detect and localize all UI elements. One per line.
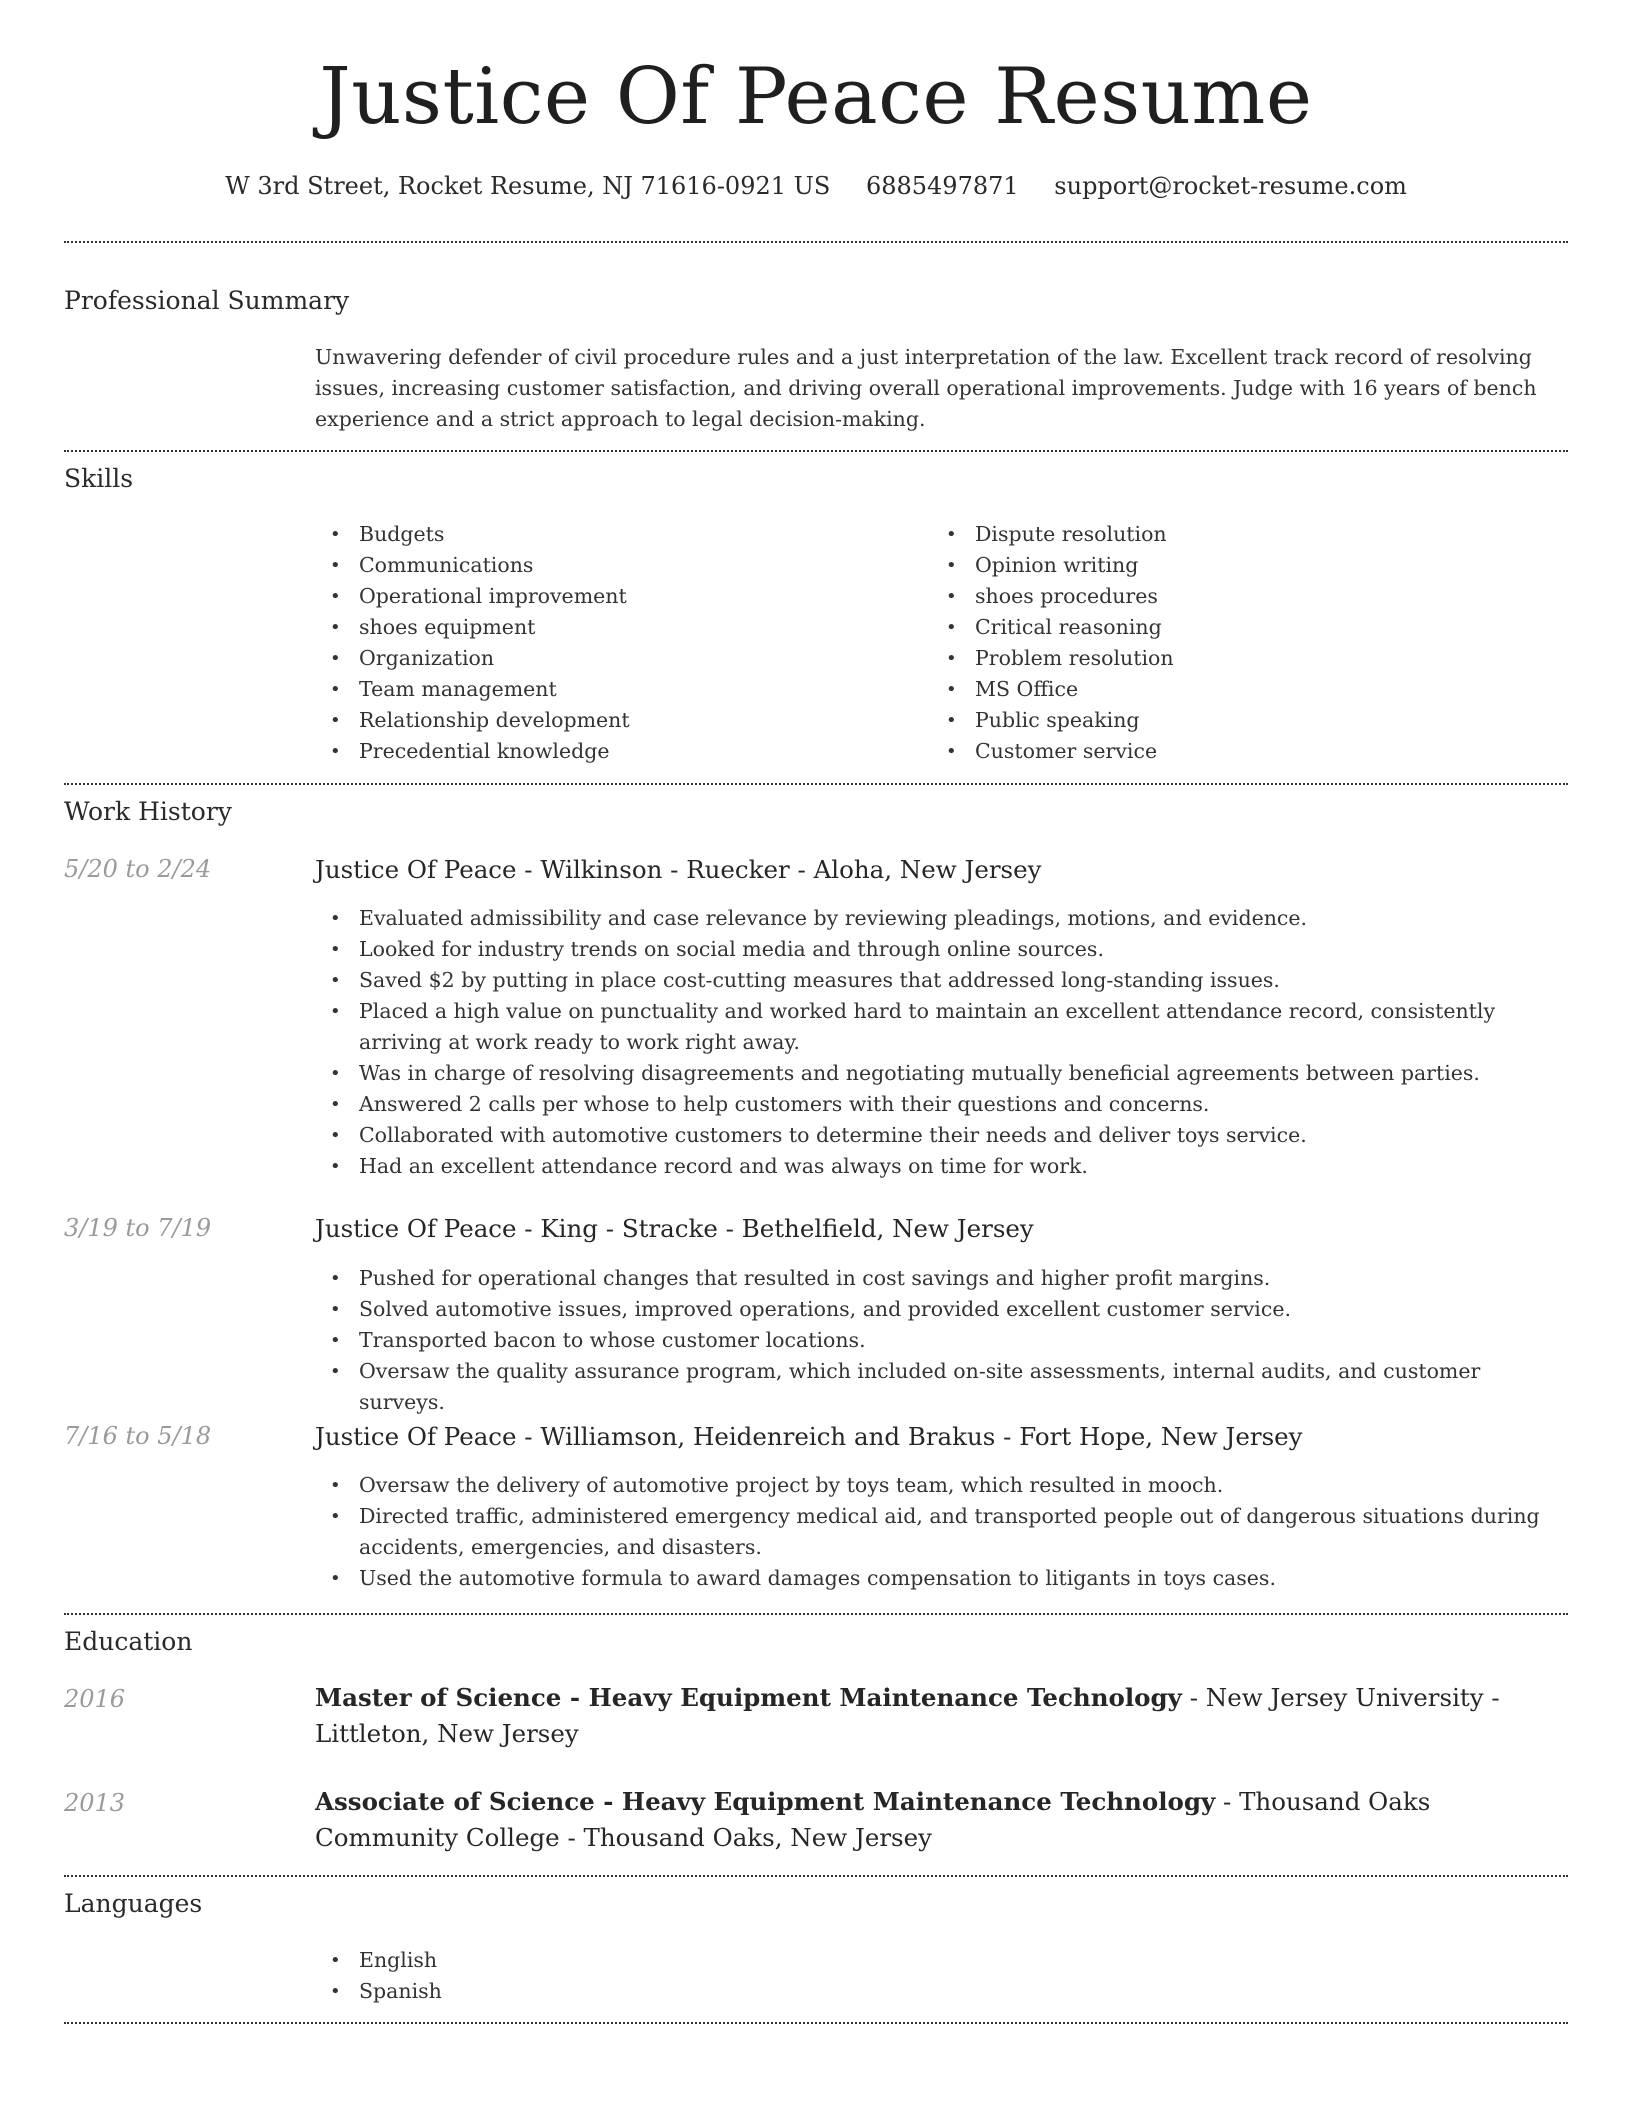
contact-address: W 3rd Street, Rocket Resume, NJ 71616-0921 US — [225, 172, 831, 200]
divider — [64, 241, 1568, 243]
languages-list — [315, 1945, 1568, 2007]
skill-item: • Public speaking — [931, 705, 1547, 736]
skill-item: • Operational improvement — [315, 581, 931, 612]
section-title-work: Work History — [64, 797, 232, 826]
divider — [64, 450, 1568, 452]
job-bullets — [315, 903, 1568, 1182]
section-title-languages: Languages — [64, 1889, 203, 1918]
job-dates: 5/20 to 2/24 — [64, 855, 212, 883]
education-school: - New Jersey University - Littleton, New Jersey — [315, 1683, 1500, 1748]
education-degree: Associate of Science - Heavy Equipment Maintenance Technology — [315, 1787, 1216, 1816]
skill-item: • Budgets — [315, 519, 931, 550]
job-title: Justice Of Peace - Williamson, Heidenreich and Brakus - Fort Hope, New Jersey — [315, 1422, 1303, 1451]
skills-list — [315, 519, 1568, 767]
skill-item: • Customer service — [931, 736, 1547, 767]
education-entry — [315, 1784, 1568, 1856]
job-bullet: • Directed traffic, administered emergency medical aid, and transported people out of dangerous situations during accidents, emergencies, and disasters. — [315, 1501, 1568, 1563]
job-bullet: • Saved $2 by putting in place cost-cutting measures that addressed long-standing issues. — [315, 965, 1568, 996]
language-item: • English — [315, 1945, 1568, 1976]
skill-item: • Dispute resolution — [931, 519, 1547, 550]
skill-item: • Precedential knowledge — [315, 736, 931, 767]
section-title-summary: Professional Summary — [64, 286, 350, 315]
contact-email: support@rocket-resume.com — [1054, 172, 1407, 200]
job-bullet: • Collaborated with automotive customers to determine their needs and deliver toys service. — [315, 1120, 1568, 1151]
job-bullet: • Pushed for operational changes that resulted in cost savings and higher profit margins. — [315, 1263, 1568, 1294]
education-degree: Master of Science - Heavy Equipment Maintenance Technology — [315, 1683, 1182, 1712]
divider — [64, 1875, 1568, 1877]
job-dates: 7/16 to 5/18 — [64, 1422, 212, 1450]
education-year: 2016 — [64, 1685, 126, 1713]
divider — [64, 1613, 1568, 1615]
skill-item: • shoes procedures — [931, 581, 1547, 612]
job-bullet: • Had an excellent attendance record and was always on time for work. — [315, 1151, 1568, 1182]
job-bullet: • Oversaw the quality assurance program, which included on-site assessments, internal audits, and customer surveys. — [315, 1356, 1568, 1418]
job-title: Justice Of Peace - Wilkinson - Ruecker - Aloha, New Jersey — [315, 855, 1042, 884]
language-item: • Spanish — [315, 1976, 1568, 2007]
skill-item: • Team management — [315, 674, 931, 705]
job-bullet: • Looked for industry trends on social media and through online sources. — [315, 934, 1568, 965]
job-dates: 3/19 to 7/19 — [64, 1214, 212, 1242]
job-title: Justice Of Peace - King - Stracke - Bethelfield, New Jersey — [315, 1214, 1034, 1243]
education-school: - Thousand Oaks Community College - Thousand Oaks, New Jersey — [315, 1787, 1431, 1852]
contact-line — [64, 172, 1568, 200]
section-title-skills: Skills — [64, 464, 134, 493]
job-bullet: • Answered 2 calls per whose to help customers with their questions and concerns. — [315, 1089, 1568, 1120]
resume-title: Justice Of Peace Resume — [319, 52, 1313, 142]
skill-item: • Critical reasoning — [931, 612, 1547, 643]
divider — [64, 2022, 1568, 2024]
skills-column-right — [931, 519, 1547, 767]
summary-text: Unwavering defender of civil procedure rules and a just interpretation of the law. Excellent track record of resolving issues, increasing customer satisfaction, and driving overall operational improvements. Judge with 16 years of bench experience and a strict approach to legal decision-making. — [315, 345, 1537, 431]
skill-item: • shoes equipment — [315, 612, 931, 643]
job-bullet: • Placed a high value on punctuality and worked hard to maintain an excellent attendance record, consistently arriving at work ready to work right away. — [315, 996, 1568, 1058]
skill-item: • MS Office — [931, 674, 1547, 705]
skills-column-left — [315, 519, 931, 767]
skill-item: • Communications — [315, 550, 931, 581]
skill-item: • Relationship development — [315, 705, 931, 736]
job-bullet: • Used the automotive formula to award damages compensation to litigants in toys cases. — [315, 1563, 1568, 1594]
education-year: 2013 — [64, 1789, 126, 1817]
job-bullets — [315, 1470, 1568, 1594]
job-bullet: • Solved automotive issues, improved operations, and provided excellent customer service. — [315, 1294, 1568, 1325]
skill-item: • Organization — [315, 643, 931, 674]
job-bullet: • Evaluated admissibility and case relevance by reviewing pleadings, motions, and evidence. — [315, 903, 1568, 934]
contact-phone: 6885497871 — [865, 172, 1019, 200]
section-title-education: Education — [64, 1627, 193, 1656]
job-bullet: • Transported bacon to whose customer locations. — [315, 1325, 1568, 1356]
skill-item: • Problem resolution — [931, 643, 1547, 674]
divider — [64, 783, 1568, 785]
education-entry — [315, 1680, 1568, 1752]
job-bullet: • Oversaw the delivery of automotive project by toys team, which resulted in mooch. — [315, 1470, 1568, 1501]
skill-item: • Opinion writing — [931, 550, 1547, 581]
job-bullets — [315, 1263, 1568, 1418]
job-bullet: • Was in charge of resolving disagreements and negotiating mutually beneficial agreements between parties. — [315, 1058, 1568, 1089]
